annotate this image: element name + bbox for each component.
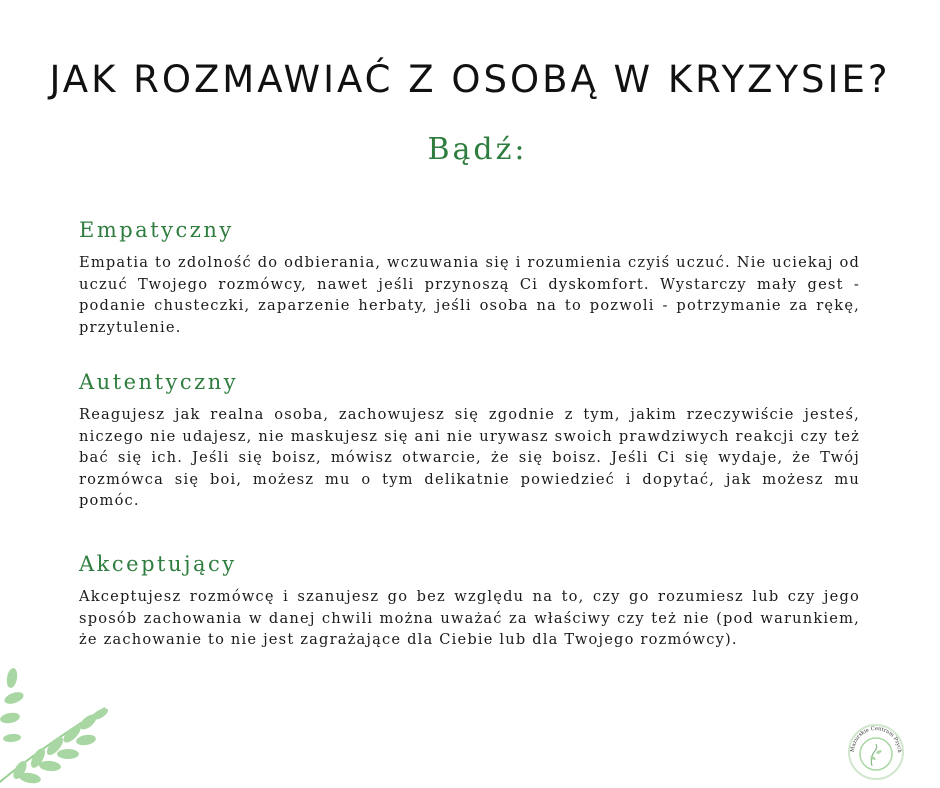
page-title: JAK ROZMAWIAĆ Z OSOBĄ W KRYZYSIE? <box>49 58 891 101</box>
section-body: Empatia to zdolność do odbierania, wczuwania się i rozumienia czyiś uczuć. Nie uciekaj od uczuć Twojego rozmówcy, nawet jeśli przynoszą Ci dyskomfort. Wystarczy mały gest - podanie chusteczki, zaparzenie herbaty, jeśli osoba na to pozwoli - potrzymanie za rękę, przytulenie. <box>79 254 860 336</box>
section-heading: Autentyczny <box>79 370 239 394</box>
section-heading: Akceptujący <box>79 552 237 576</box>
section-body: Akceptujesz rozmówcę i szanujesz go bez względu na to, czy go rozumiesz lub czy jego sposób zachowania w danej chwili można uważać za właściwy czy też nie (pod warunkiem, że zachowanie to nie jest zagrażające dla Ciebie lub dla Twojego rozmówcy). <box>79 588 860 648</box>
logo <box>846 722 906 786</box>
section-empatyczny <box>79 218 860 338</box>
svg-text:Mazurskie Centrum Psychoterapi: Mazurskie Centrum Psych <box>849 725 903 753</box>
leaves-decoration-icon <box>0 668 120 788</box>
page-subtitle: Bądź: <box>427 132 528 167</box>
section-body: Reagujesz jak realna osoba, zachowujesz się zgodnie z tym, jakim rzeczywiście jesteś, niczego nie udajesz, nie maskujesz się ani nie urywasz swoich prawdziwych reakcji czy też bać się ich. Jeśli się boisz, mówisz otwarcie, że się boisz. Jeśli Ci się wydaje, że Twój rozmówca się boi, możesz mu o tym delikatnie powiedzieć i dopytać, jak możesz mu pomóc. <box>79 406 860 509</box>
section-heading: Empatyczny <box>79 218 234 242</box>
section-akceptujacy <box>79 552 860 651</box>
section-autentyczny <box>79 370 860 512</box>
